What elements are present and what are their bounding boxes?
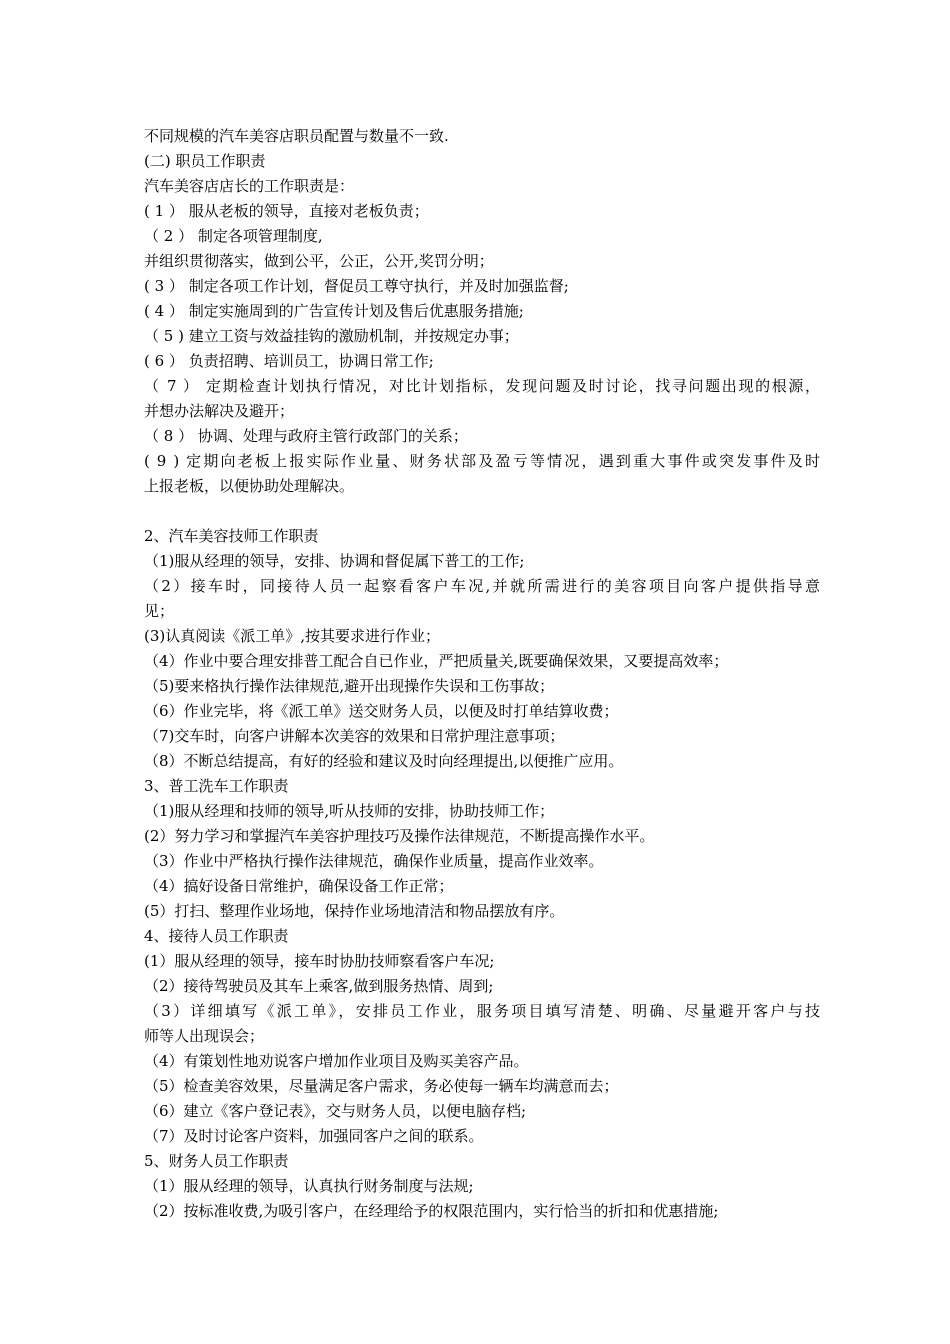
list-item: （1）服从经理的领导，认真执行财务制度与法规; [144,1177,474,1195]
list-item: （3）详细填写《派工单》，安排员工作业，服务项目填写清楚、明确、尽量避开客户与技 [144,1002,820,1020]
list-item: （ 8 ） 协调、处理与政府主管行政部门的关系； [144,427,468,445]
list-item: (5）打扫、整理作业场地，保持作业场地清洁和物品摆放有序。 [144,902,565,920]
list-item: （2）接车时，同接待人员一起察看客户车况,并就所需进行的美容项目向客户提供指导意 [144,577,820,595]
text-line: 见； [144,602,175,620]
list-item: （3）作业中严格执行操作法律规范，确保作业质量，提高作业效率。 [144,852,604,870]
list-item: ( 1 ） 服从老板的领导，直接对老板负责； [144,202,429,220]
list-item: (2）努力学习和掌握汽车美容护理技巧及操作法律规范，不断提高操作水平。 [144,827,655,845]
text-line: 不同规模的汽车美容店职员配置与数量不一致. [144,127,449,145]
list-item: （4）搞好设备日常维护，确保设备工作正常； [144,877,454,895]
list-item: （8）不断总结提高，有好的经验和建议及时向经理提出,以便推广应用。 [144,752,624,770]
text-line: 并想办法解决及避开； [144,402,295,420]
list-item: （1)服从经理的领导，安排、协调和督促属下普工的工作; [144,552,525,570]
list-item: （5)要来格执行操作法律规范,避开出现操作失误和工伤事故； [144,677,555,695]
text-line: 上报老板，以便协助处理解决。 [144,477,355,495]
list-item: （7）及时讨论客户资料，加强同客户之间的联系。 [144,1127,484,1145]
list-item: （4）作业中要合理安排普工配合自已作业，严把质量关,既要确保效果，又要提高效率； [144,652,729,670]
list-item: （ 5 ) 建立工资与效益挂钩的激励机制，并按规定办事； [144,327,519,345]
section-heading: 4、接待人员工作职责 [144,927,289,945]
text-line: 汽车美容店店长的工作职责是： [144,177,355,195]
list-item: (1）服从经理的领导，接车时协肋技师察看客户车况; [144,952,495,970]
list-item: （6）建立《客户登记表》，交与财务人员，以便电脑存档; [144,1102,527,1120]
list-item: （ 7 ） 定期检查计划执行情况，对比计划指标，发现问题及时讨论，找寻问题出现的根源， [144,377,820,395]
list-item: (3)认真阅读《派工单》,按其要求进行作业； [144,627,441,645]
list-item: （4）有策划性地劝说客户增加作业项目及购买美容产品。 [144,1052,529,1070]
list-item: （6）作业完毕，将《派工单》送交财务人员，以便及时打单结算收费； [144,702,619,720]
blank-line [144,499,824,524]
text-line: 并组织贯彻落实，做到公平，公正，公开,奖罚分明； [144,252,494,270]
list-item: （5）检查美容效果，尽量满足客户需求，务必使每一辆车均满意而去； [144,1077,619,1095]
section-heading: 3、普工洗车工作职责 [144,777,289,795]
text-line: 师等人出现误会； [144,1027,265,1045]
list-item: ( 6 ） 负责招聘、培训员工，协调日常工作; [144,352,434,370]
list-item: ( 9 ) 定期向老板上报实际作业量、财务状部及盈亏等情况，遇到重大事件或突发事件及时 [144,452,820,470]
list-item: ( 3 ） 制定各项工作计划，督促员工尊守执行，并及时加强监督; [144,277,569,295]
document-body [144,124,824,1224]
list-item: （ 2 ） 制定各项管理制度, [144,227,323,245]
list-item: （1)服从经理和技师的领导,听从技师的安排，协助技师工作； [144,802,555,820]
list-item: （7)交车时，向客户讲解本次美容的效果和日常护理注意事项； [144,727,565,745]
list-item: （2）接待驾驶员及其车上乘客,做到服务热情、周到; [144,977,494,995]
list-item: （2）按标准收费,为吸引客户，在经理给予的权限范围内，实行恰当的折扣和优惠措施; [144,1202,719,1220]
section-heading: 5、财务人员工作职责 [144,1152,289,1170]
section-heading: (二) 职员工作职责 [144,152,266,170]
list-item: ( 4 ） 制定实施周到的广告宣传计划及售后优惠服务措施; [144,302,524,320]
section-heading: 2、汽车美容技师工作职责 [144,527,319,545]
